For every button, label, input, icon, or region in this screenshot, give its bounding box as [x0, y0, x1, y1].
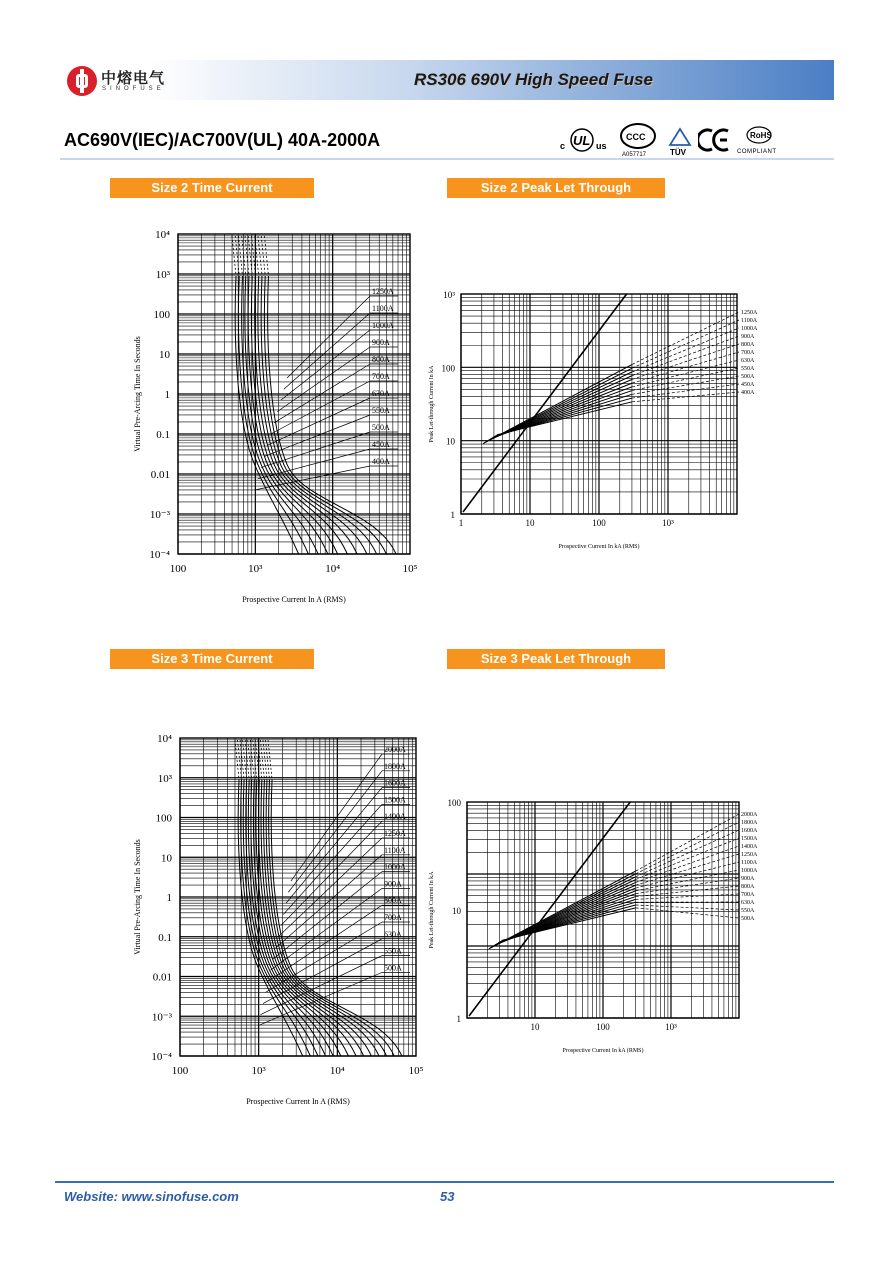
y-tick-label: 100: [155, 812, 172, 825]
y-tick-label: 10³: [443, 290, 455, 300]
x-tick-label: 10³: [665, 1022, 677, 1032]
series-label: 1600A: [384, 778, 406, 788]
section-label-size2-time-current: Size 2 Time Current: [110, 178, 314, 198]
series-label: 550A: [741, 908, 755, 914]
series-label: 500A: [741, 374, 755, 380]
footer-website: Website: www.sinofuse.com: [64, 1189, 239, 1204]
series-label: 500A: [372, 423, 390, 432]
y-axis-label: Peak Let-through Current In kA: [429, 365, 435, 443]
x-tick-label: 10³: [662, 518, 674, 528]
svg-text:CCC: CCC: [626, 132, 646, 142]
series-label: 900A: [372, 338, 390, 347]
y-tick-label: 0.01: [152, 971, 172, 984]
series-label: 1600A: [741, 828, 758, 834]
y-tick-label: 1: [166, 892, 172, 904]
series-label: 1500A: [384, 795, 406, 805]
y-tick-label: 0.1: [158, 931, 172, 944]
series-dashed-extension: [632, 368, 739, 391]
series-dashed-extension: [632, 312, 739, 364]
series-label: 450A: [741, 382, 755, 388]
series-leader: [288, 771, 382, 892]
x-tick-label: 100: [171, 1065, 189, 1077]
x-tick-label: 10³: [251, 1065, 266, 1077]
series-label: 1000A: [741, 868, 758, 874]
series-dashed-extension: [632, 384, 739, 398]
x-axis-label: Prospective Current In kA (RMS): [562, 1048, 644, 1054]
series-curve-dashed: [235, 236, 239, 276]
x-axis-label: Prospective Current In A (RMS): [246, 1097, 350, 1106]
x-tick-label: 10³: [248, 563, 263, 575]
series-label: 1000A: [372, 321, 394, 330]
y-tick-label: 10⁴: [155, 229, 170, 241]
series-dashed-extension: [636, 846, 739, 882]
series-label: 1100A: [741, 860, 758, 866]
ul-icon: [560, 127, 612, 153]
series-label: 1250A: [372, 287, 394, 296]
ce-icon: [698, 127, 732, 153]
y-tick-label: 0.1: [156, 429, 170, 441]
x-tick-label: 10⁵: [408, 1065, 424, 1077]
series-leader: [287, 296, 370, 378]
series-label: 800A: [741, 342, 755, 348]
series-label: 900A: [384, 879, 402, 889]
y-tick-label: 1: [450, 510, 455, 520]
series-label: 550A: [384, 946, 402, 956]
y-tick-label: 100: [447, 798, 461, 808]
series-dashed-extension: [636, 830, 739, 877]
section-label-size3-peak-let-through: Size 3 Peak Let Through: [447, 649, 665, 669]
x-axis-label: Prospective Current In kA (RMS): [558, 544, 640, 550]
series-label: 630A: [384, 929, 402, 939]
x-axis-label: Prospective Current In A (RMS): [242, 595, 346, 604]
logo-english-text: SINOFUSE: [102, 86, 165, 92]
y-tick-label: 10: [159, 349, 170, 361]
svg-text:UL: UL: [573, 133, 591, 148]
y-tick-label: 10⁻³: [149, 509, 170, 521]
series-label: 1100A: [741, 318, 758, 324]
y-axis-label: Virtual Pre-Arcing Time In Seconds: [133, 336, 142, 452]
x-tick-label: 100: [596, 1022, 610, 1032]
series-curve-dashed: [264, 236, 268, 276]
section-label-size2-peak-let-through: Size 2 Peak Let Through: [447, 178, 665, 198]
y-tick-label: 0.01: [150, 469, 170, 481]
size2-time-current-chart: [130, 222, 420, 618]
sinofuse-logo: [64, 64, 174, 98]
series-label: 700A: [372, 372, 390, 381]
series-label: 500A: [741, 916, 755, 922]
series-label: 630A: [741, 358, 755, 364]
series-dashed-extension: [632, 360, 739, 387]
series-label: 900A: [741, 876, 755, 882]
size3-peak-let-through-chart: [425, 796, 785, 1066]
size3-time-current-chart: [130, 728, 426, 1108]
footer-divider: [55, 1181, 834, 1183]
certification-marks: [560, 123, 782, 157]
series-label: 400A: [372, 457, 390, 466]
series-curve-dashed: [261, 236, 265, 276]
divider: [60, 158, 834, 160]
series-label: 1250A: [741, 310, 758, 316]
series-dashed-extension: [632, 392, 739, 402]
series-label: 1400A: [741, 844, 758, 850]
series-dashed-extension: [636, 814, 739, 871]
series-label: 1100A: [384, 845, 406, 855]
series-label: 700A: [741, 350, 755, 356]
x-tick-label: 10: [525, 518, 535, 528]
series-label: 500A: [384, 963, 402, 973]
x-tick-label: 10: [530, 1022, 540, 1032]
x-tick-label: 100: [592, 518, 606, 528]
logo-chinese-text: 中熔电气: [101, 69, 166, 87]
y-tick-label: 10: [446, 436, 455, 447]
series-label: 800A: [372, 355, 390, 364]
rohs-icon: [736, 125, 782, 157]
series-label: 630A: [741, 900, 755, 906]
series-curve-dashed: [245, 236, 249, 276]
series-label: 1800A: [741, 820, 758, 826]
page-number: 53: [440, 1189, 455, 1204]
series-label: 550A: [372, 406, 390, 415]
series-label: 1250A: [741, 852, 758, 858]
x-tick-label: 100: [169, 563, 187, 575]
series-label: 1250A: [384, 829, 406, 838]
series-label: 700A: [384, 913, 402, 922]
series-label: 700A: [741, 892, 755, 898]
series-dashed-extension: [632, 320, 739, 368]
series-label: 900A: [741, 334, 755, 340]
x-tick-label: 10⁴: [325, 563, 341, 575]
svg-text:RoHS: RoHS: [750, 131, 772, 140]
logo-mark-icon: [67, 66, 97, 96]
tuv-icon: [668, 127, 692, 157]
x-tick-label: 10⁴: [329, 1065, 345, 1077]
svg-text:us: us: [596, 141, 607, 151]
rating-subheading: AC690V(IEC)/AC700V(UL) 40A-2000A: [64, 130, 381, 150]
y-tick-label: 10⁻⁴: [149, 549, 170, 561]
y-tick-label: 10: [161, 852, 172, 865]
series-label: 450A: [372, 440, 390, 449]
y-axis-label: Virtual Pre-Arcing Time In Seconds: [133, 839, 142, 955]
series-label: 1000A: [384, 862, 406, 872]
size2-peak-let-through-chart: [425, 282, 785, 564]
series-leader: [276, 855, 382, 948]
series-label: 1400A: [384, 812, 406, 822]
series-curve-dashed: [242, 236, 246, 276]
series-leader: [284, 313, 370, 389]
ccc-number: A057717: [622, 152, 647, 157]
x-tick-label: 1: [458, 518, 464, 528]
series-curve-dashed: [232, 236, 236, 276]
y-tick-label: 10: [452, 906, 461, 916]
series-label: 1100A: [372, 304, 394, 313]
series-label: 1500A: [741, 836, 758, 842]
series-label: 630A: [372, 389, 390, 398]
series-label: 800A: [384, 896, 402, 906]
y-tick-label: 10³: [155, 269, 170, 281]
y-tick-label: 10⁴: [157, 733, 172, 745]
series-label: 2000A: [741, 812, 758, 818]
series-label: 1000A: [741, 326, 758, 332]
series-label: 2000A: [384, 745, 406, 754]
section-label-size3-time-current: Size 3 Time Current: [110, 649, 314, 669]
page-title: RS306 690V High Speed Fuse: [413, 70, 653, 89]
series-dashed-extension: [632, 328, 739, 372]
svg-text:c: c: [560, 141, 566, 151]
y-tick-label: 100: [441, 363, 455, 374]
series-label: 400A: [741, 390, 755, 396]
y-axis-label: Peak Let-through Current In kA: [429, 871, 435, 949]
svg-text:COMPLIANT: COMPLIANT: [737, 149, 777, 155]
series-curve-dashed: [258, 236, 262, 276]
series-dashed-extension: [632, 336, 739, 376]
series-curve-dashed: [238, 236, 242, 276]
x-tick-label: 10⁵: [402, 563, 418, 575]
y-tick-label: 1: [456, 1014, 461, 1024]
series-leader: [278, 838, 382, 937]
series-label: 1800A: [384, 761, 406, 771]
series-label: 550A: [741, 366, 755, 372]
y-tick-label: 10⁻³: [151, 1011, 172, 1024]
y-tick-label: 10⁻⁴: [151, 1051, 172, 1063]
y-tick-label: 10³: [157, 772, 172, 785]
series-leader: [273, 872, 382, 959]
series-label: 800A: [741, 884, 755, 890]
svg-text:TÜV: TÜV: [670, 148, 686, 157]
series-dashed-extension: [632, 344, 739, 379]
y-tick-label: 100: [153, 309, 170, 321]
ccc-icon: [618, 123, 658, 157]
y-tick-label: 1: [164, 389, 170, 401]
